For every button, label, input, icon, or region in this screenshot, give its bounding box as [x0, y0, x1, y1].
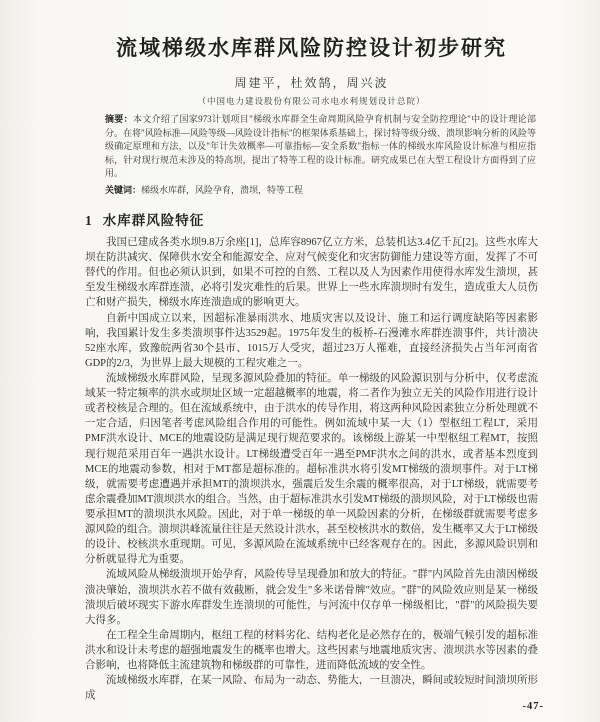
- body-paragraph: 自新中国成立以来，因超标准暴雨洪水、地质灾害以及设计、施工和运行调度缺陷等因素影响，我国累计发生多类溃坝事件达3529起。1975年发生的板桥-石漫滩水库群连溃事件，共计溃决52座水库，致豫皖两省30个县市、1015万人受灾，超过23万人罹难，直接经济损失占当年河南省GDP的2/3，为世界上最大规模的工程灾难之一。: [85, 312, 538, 369]
- section-title: 水库群风险特征: [102, 213, 205, 228]
- page-number: -47-: [522, 701, 544, 712]
- body-paragraph: 我国已建成各类水坝9.8万余座[1]，总库容8967亿立方米，总装机达3.4亿千瓦[2]。这些水库大坝在防洪减灾、保障供水安全和能源安全、应对气候变化和灾害防御能力建设等方面，发挥了不可替代的作用。但也必须认识到，如果不可控的自然、工程以及人为因素作用使得水库发生溃坝，甚至发生梯级水库群连溃，必将引发灾难性的后果。世界上一些水库溃坝时有发生，造成重大人员伤亡和财产损失，梯级水库连溃造成的影响更大。: [85, 237, 538, 309]
- body-paragraph: 流域梯级水库群，在某一风险、布局为一动态、势能大，一旦溃决，瞬间或较短时间溃坝所形成: [85, 675, 538, 702]
- section-heading: [85, 209, 538, 229]
- keywords-text: 梯级水库群，风险孕育，溃坝，特等工程: [141, 184, 304, 195]
- abstract-text: 本文介绍了国家973计划项目"梯级水库群全生命周期风险孕育机制与安全防控理论"中的设计理论部分。在将"风险标准—风险等级—风险设计指标"的框架体系基础上，探讨特等级分级、溃坝影响分析的风险等级确定原理和方法，以及"年计失效概率—可靠指标—安全系数"指标一体的梯级水库风险设计标准与相应指标，针对现行规范未涉及的特高坝，提出了特等工程的设计标准。研究成果已在大型工程设计方面得到了应用。: [105, 114, 536, 178]
- paper-title: 流域梯级水库群风险防控设计初步研究: [116, 36, 507, 60]
- body-paragraph: 在工程全生命周期内，枢纽工程的材料劣化、结构老化是必然存在的，极端气候引发的超标准洪水和设计未考虑的超强地震发生的概率也增大。这些因素与地震地质灾害、溃坝洪水等因素的叠合影响，也将降低主流建筑物和梯级群的可靠性，进而降低流域的安全性。: [85, 629, 538, 672]
- section-number: 1: [85, 213, 93, 228]
- keywords-label: 关键词：: [105, 184, 142, 195]
- abstract-label: 摘要：: [105, 114, 133, 124]
- authors-line: 周建平，杜效鹄，周兴波: [234, 76, 389, 90]
- body-paragraph: 流域梯级水库群风险，呈现多源风险叠加的特征。单一梯级的风险源识别与分析中，仅考虑流域某一特定频率的洪水或坝址区域一定超越概率的地震，将二者作为独立无关的风险作用进行设计或者校核是合理的。但在流域系统中，由于洪水的传导作用，将这两种风险因素独立分析处理就不一定合适，归因笔者考虑风险组合作用的可能性。例如流域中某一大（1）型枢纽工程LT，采用PMF洪水设计、MCE的地震设防是满足现行规范要求的。该梯级上游某一中型枢纽工程MT，按照现行规范采用百年一遇洪水设计。LT梯级遭受百年一遇至PMF洪水之间的洪水，或者基本烈度到MCE的地震动参数，相对于MT都是超标准的。超标准洪水将引发MT梯级的溃坝事件。对于LT梯级，就需要考虑遭遇并承担MT的溃坝洪水，强震后发生余震的概率很高，对于LT梯级，就需要考虑余震叠加MT溃坝洪水的组合。当然，由于超标准洪水引发MT梯级的溃坝风险，对于LT梯级也需要承担MT的溃坝洪水风险。因此，对于单一梯级的单一风险因素的分析，在梯级群就需要考虑多源风险的组合。溃坝洪峰流量往往是天然设计洪水，甚至校核洪水的数倍，发生概率又大于LT梯级的设计、校核洪水重现期。可见，多源风险在流域系统中已经客观存在的。因此，多源风险识别和分析就显得尤为重要。: [85, 372, 538, 566]
- body-text: [85, 235, 538, 703]
- keywords-block: [105, 184, 536, 198]
- abstract-block: [105, 113, 536, 181]
- body-paragraph: 流域风险从梯级溃坝开始孕育，风险传导呈现叠加和放大的特征。"群"内风险首先由溃因梯级溃决肇始，溃坝洪水若不做有效截断，就会发生"多米诺骨牌"效应。"群"的风险效应则是某一梯级溃坝后破坏现实下游水库群发生连溃坝的可能性，与河流中仅存单一梯级相比，"群"的风险损失要大得多。: [85, 569, 538, 626]
- affiliation-line: （中国电力建设股份有限公司水电水利规划设计总院）: [197, 96, 426, 106]
